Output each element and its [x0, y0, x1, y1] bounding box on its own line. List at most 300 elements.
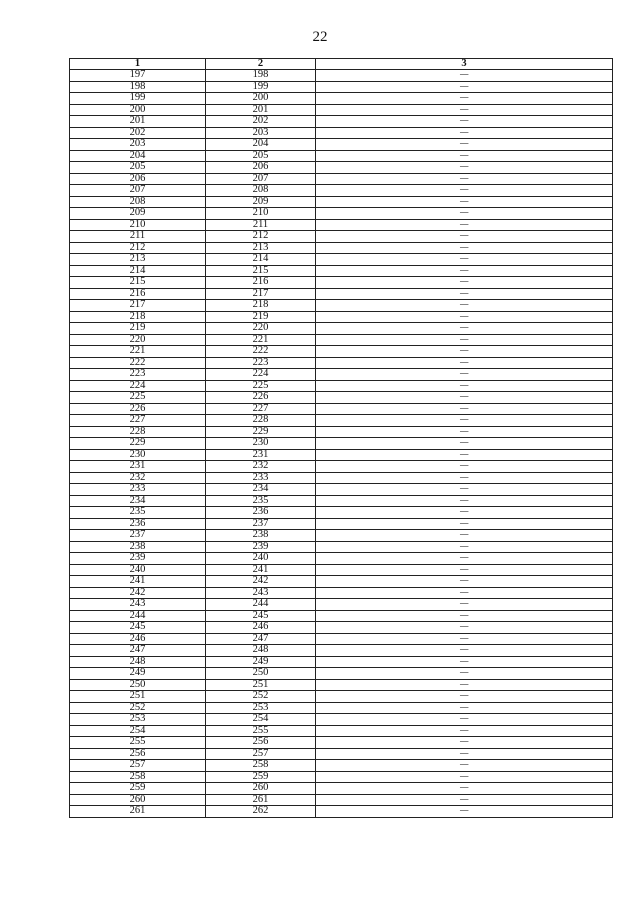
table-cell-col-1: 252: [70, 702, 206, 714]
table-cell-col-3: [316, 633, 613, 645]
table-cell-col-3: [316, 702, 613, 714]
table-cell-col-1: 222: [70, 357, 206, 369]
table-cell-col-1: 203: [70, 139, 206, 151]
table-cell-col-2: 235: [206, 495, 316, 507]
table-cell-col-1: 257: [70, 760, 206, 772]
table-row: [70, 162, 613, 174]
dash-mark: —: [459, 759, 469, 771]
table-cell-col-2: 201: [206, 104, 316, 116]
table-cell-col-3: [316, 127, 613, 139]
table-cell-col-2: 221: [206, 334, 316, 346]
page-number: 22: [312, 29, 328, 45]
dash-mark: —: [459, 426, 469, 437]
dash-mark: —: [459, 736, 469, 748]
table-cell-col-1: 197: [70, 70, 206, 82]
dash-mark: —: [459, 230, 469, 242]
dash-mark: —: [459, 207, 469, 219]
table-cell-col-3: [316, 334, 613, 346]
table-cell-col-1: 259: [70, 783, 206, 795]
column-header-1: 1: [70, 59, 206, 70]
table-cell-col-3: [316, 150, 613, 162]
table-cell-col-1: 256: [70, 748, 206, 760]
table-cell-col-2: 224: [206, 369, 316, 381]
column-header-2: 2: [206, 59, 316, 70]
table-cell-col-2: 204: [206, 139, 316, 151]
dash-mark: —: [459, 460, 469, 472]
dash-mark: —: [459, 667, 469, 679]
table-row: [70, 576, 613, 588]
table-cell-col-3: [316, 725, 613, 737]
table-row: [70, 415, 613, 427]
table-row: [70, 495, 613, 507]
dash-mark: —: [459, 598, 469, 610]
column-header-3: 3: [316, 59, 613, 70]
table-row: [70, 93, 613, 105]
table-cell-col-3: [316, 369, 613, 381]
dash-mark: —: [459, 805, 469, 817]
table-cell-col-2: 243: [206, 587, 316, 599]
dash-mark: —: [459, 92, 469, 104]
table-cell-col-3: [316, 760, 613, 772]
table-cell-col-2: 216: [206, 277, 316, 289]
table-row: [70, 104, 613, 116]
table-cell-col-3: [316, 162, 613, 174]
table-cell-col-1: 215: [70, 277, 206, 289]
table-cell-col-2: 232: [206, 461, 316, 473]
table-cell-col-2: 239: [206, 541, 316, 553]
table-cell-col-1: 226: [70, 403, 206, 415]
table-cell-col-3: [316, 403, 613, 415]
table-row: [70, 714, 613, 726]
table-cell-col-2: 211: [206, 219, 316, 231]
table-cell-col-3: [316, 449, 613, 461]
table-cell-col-3: [316, 679, 613, 691]
table-cell-col-2: 217: [206, 288, 316, 300]
table-cell-col-1: 260: [70, 794, 206, 806]
table-cell-col-2: 255: [206, 725, 316, 737]
table-cell-col-2: 227: [206, 403, 316, 415]
table-cell-col-3: [316, 495, 613, 507]
table-cell-col-1: 200: [70, 104, 206, 116]
dash-mark: —: [459, 437, 469, 449]
table-cell-col-2: 254: [206, 714, 316, 726]
dash-mark: —: [459, 288, 469, 299]
table-cell-col-2: 220: [206, 323, 316, 335]
table-cell-col-2: 229: [206, 426, 316, 438]
dash-mark: —: [459, 380, 469, 391]
table-row: [70, 242, 613, 254]
table-row: [70, 507, 613, 519]
table-row: [70, 668, 613, 680]
table-cell-col-2: 219: [206, 311, 316, 323]
dash-mark: —: [459, 253, 469, 265]
table-cell-col-3: [316, 461, 613, 473]
dash-mark: —: [459, 127, 469, 138]
table-cell-col-1: 216: [70, 288, 206, 300]
table-cell-col-1: 228: [70, 426, 206, 438]
table-cell-col-2: 218: [206, 300, 316, 312]
table-cell-col-3: [316, 622, 613, 634]
table-row: [70, 748, 613, 760]
table-cell-col-1: 213: [70, 254, 206, 266]
numbering-table: [69, 58, 613, 818]
dash-mark: —: [459, 633, 469, 644]
table-cell-col-2: 249: [206, 656, 316, 668]
dash-mark: —: [459, 679, 469, 690]
table-cell-col-3: [316, 518, 613, 530]
dash-mark: —: [459, 138, 469, 150]
dash-mark: —: [459, 345, 469, 357]
table-cell-col-3: [316, 300, 613, 312]
table-row: [70, 277, 613, 289]
table-cell-col-2: 250: [206, 668, 316, 680]
table-cell-col-2: 240: [206, 553, 316, 565]
table-row: [70, 70, 613, 82]
table-body: [70, 70, 613, 818]
table-cell-col-3: [316, 277, 613, 289]
table-cell-col-1: 230: [70, 449, 206, 461]
table-row: [70, 622, 613, 634]
table-cell-col-3: [316, 70, 613, 82]
table-cell-col-3: [316, 553, 613, 565]
table-cell-col-1: 245: [70, 622, 206, 634]
table-cell-col-2: 251: [206, 679, 316, 691]
dash-mark: —: [459, 161, 469, 173]
table-row: [70, 564, 613, 576]
table-row: [70, 323, 613, 335]
table-cell-col-3: [316, 357, 613, 369]
table-row: [70, 357, 613, 369]
table-cell-col-1: 250: [70, 679, 206, 691]
table-cell-col-3: [316, 265, 613, 277]
table-row: [70, 300, 613, 312]
table-row: [70, 403, 613, 415]
dash-mark: —: [459, 403, 469, 414]
table-cell-col-3: [316, 426, 613, 438]
table-row: [70, 461, 613, 473]
dash-mark: —: [459, 368, 469, 380]
table-row: [70, 426, 613, 438]
table-cell-col-3: [316, 81, 613, 93]
table-cell-col-3: [316, 737, 613, 749]
table-cell-col-2: 230: [206, 438, 316, 450]
table-row: [70, 139, 613, 151]
dash-mark: —: [459, 104, 469, 115]
table-row: [70, 346, 613, 358]
table-row: [70, 438, 613, 450]
table-cell-col-2: 222: [206, 346, 316, 358]
table-cell-col-3: [316, 668, 613, 680]
table-row: [70, 173, 613, 185]
table-cell-col-3: [316, 771, 613, 783]
table-cell-col-3: [316, 254, 613, 266]
table-cell-col-2: 208: [206, 185, 316, 197]
table-cell-col-3: [316, 242, 613, 254]
table-cell-col-2: 212: [206, 231, 316, 243]
dash-mark: —: [459, 173, 469, 184]
table-cell-col-3: [316, 173, 613, 185]
table-cell-col-1: 211: [70, 231, 206, 243]
table-row: [70, 725, 613, 737]
dash-mark: —: [459, 115, 469, 127]
table-cell-col-3: [316, 185, 613, 197]
dash-mark: —: [459, 357, 469, 368]
table-cell-col-1: 253: [70, 714, 206, 726]
table-cell-col-2: 226: [206, 392, 316, 404]
table-row: [70, 794, 613, 806]
table-cell-col-1: 246: [70, 633, 206, 645]
table-cell-col-3: [316, 104, 613, 116]
table-cell-col-3: [316, 599, 613, 611]
dash-mark: —: [459, 748, 469, 759]
table-cell-col-1: 210: [70, 219, 206, 231]
table-cell-col-1: 217: [70, 300, 206, 312]
table-cell-col-1: 223: [70, 369, 206, 381]
table-cell-col-1: 218: [70, 311, 206, 323]
table-row: [70, 127, 613, 139]
table-row: [70, 288, 613, 300]
table-cell-col-1: 199: [70, 93, 206, 105]
dash-mark: —: [459, 725, 469, 736]
table-cell-col-2: 205: [206, 150, 316, 162]
table-cell-col-1: 249: [70, 668, 206, 680]
table-row: [70, 610, 613, 622]
table-cell-col-1: 238: [70, 541, 206, 553]
dash-mark: —: [459, 771, 469, 782]
table-cell-col-1: 208: [70, 196, 206, 208]
table-row: [70, 150, 613, 162]
table-row: [70, 599, 613, 611]
table-cell-col-2: 202: [206, 116, 316, 128]
dash-mark: —: [459, 713, 469, 725]
dash-mark: —: [459, 541, 469, 552]
dash-mark: —: [459, 311, 469, 322]
table-row: [70, 196, 613, 208]
table-cell-col-2: 245: [206, 610, 316, 622]
table-cell-col-2: 252: [206, 691, 316, 703]
table-cell-col-1: 243: [70, 599, 206, 611]
table-cell-col-3: [316, 139, 613, 151]
table-cell-col-3: [316, 691, 613, 703]
table-cell-col-2: 206: [206, 162, 316, 174]
dash-mark: —: [459, 621, 469, 633]
table-cell-col-2: 214: [206, 254, 316, 266]
table-cell-col-3: [316, 380, 613, 392]
table-cell-col-2: 198: [206, 70, 316, 82]
table-cell-col-1: 229: [70, 438, 206, 450]
table-cell-col-3: [316, 438, 613, 450]
dash-mark: —: [459, 644, 469, 656]
table-cell-col-2: 237: [206, 518, 316, 530]
table-cell-col-2: 248: [206, 645, 316, 657]
table-cell-col-3: [316, 472, 613, 484]
table-cell-col-1: 201: [70, 116, 206, 128]
table-cell-col-1: 239: [70, 553, 206, 565]
table-row: [70, 806, 613, 818]
table-cell-col-2: 259: [206, 771, 316, 783]
dash-mark: —: [459, 495, 469, 506]
dash-mark: —: [459, 690, 469, 702]
table-cell-col-1: 247: [70, 645, 206, 657]
table-cell-col-3: [316, 219, 613, 231]
table-cell-col-3: [316, 196, 613, 208]
table-cell-col-1: 255: [70, 737, 206, 749]
dash-mark: —: [459, 81, 469, 92]
table-cell-col-1: 258: [70, 771, 206, 783]
dash-mark: —: [459, 150, 469, 161]
table-cell-col-1: 254: [70, 725, 206, 737]
table-cell-col-3: [316, 507, 613, 519]
table-row: [70, 484, 613, 496]
dash-mark: —: [459, 391, 469, 403]
table-cell-col-1: 212: [70, 242, 206, 254]
table-row: [70, 392, 613, 404]
table-cell-col-2: 200: [206, 93, 316, 105]
table-cell-col-1: 221: [70, 346, 206, 358]
table-cell-col-2: 241: [206, 564, 316, 576]
dash-mark: —: [459, 322, 469, 334]
dash-mark: —: [459, 575, 469, 587]
table-cell-col-1: 236: [70, 518, 206, 530]
table-cell-col-2: 207: [206, 173, 316, 185]
table-cell-col-2: 256: [206, 737, 316, 749]
table-cell-col-3: [316, 323, 613, 335]
table-row: [70, 633, 613, 645]
table-cell-col-3: [316, 587, 613, 599]
table-cell-col-3: [316, 610, 613, 622]
table-cell-col-3: [316, 530, 613, 542]
table-row: [70, 530, 613, 542]
table-cell-col-1: 224: [70, 380, 206, 392]
dash-mark: —: [459, 265, 469, 276]
table-row: [70, 185, 613, 197]
table-cell-col-2: 228: [206, 415, 316, 427]
table-row: [70, 645, 613, 657]
dash-mark: —: [459, 529, 469, 541]
table-cell-col-3: [316, 208, 613, 220]
table-cell-col-3: [316, 748, 613, 760]
table-cell-col-3: [316, 645, 613, 657]
table-cell-col-1: 234: [70, 495, 206, 507]
dash-mark: —: [459, 518, 469, 529]
table-row: [70, 702, 613, 714]
table-row: [70, 679, 613, 691]
table-row: [70, 737, 613, 749]
table-row: [70, 208, 613, 220]
dash-mark: —: [459, 656, 469, 667]
table-cell-col-3: [316, 288, 613, 300]
table-row: [70, 254, 613, 266]
table-cell-col-2: 261: [206, 794, 316, 806]
table-header-row: [70, 59, 613, 70]
table-cell-col-1: 233: [70, 484, 206, 496]
table-cell-col-2: 225: [206, 380, 316, 392]
table-row: [70, 691, 613, 703]
table-cell-col-2: 223: [206, 357, 316, 369]
table-cell-col-2: 260: [206, 783, 316, 795]
dash-mark: —: [459, 794, 469, 805]
table-cell-col-3: [316, 564, 613, 576]
table-cell-col-1: 237: [70, 530, 206, 542]
dash-mark: —: [459, 506, 469, 518]
numbering-table-container: [69, 58, 612, 818]
table-row: [70, 783, 613, 795]
table-cell-col-2: 247: [206, 633, 316, 645]
dash-mark: —: [459, 69, 469, 81]
table-cell-col-3: [316, 794, 613, 806]
table-row: [70, 265, 613, 277]
table-cell-col-3: [316, 116, 613, 128]
table-cell-col-2: 246: [206, 622, 316, 634]
dash-mark: —: [459, 564, 469, 575]
table-cell-col-1: 204: [70, 150, 206, 162]
table-cell-col-1: 206: [70, 173, 206, 185]
table-cell-col-3: [316, 783, 613, 795]
table-cell-col-2: 213: [206, 242, 316, 254]
table-row: [70, 380, 613, 392]
table-cell-col-1: 261: [70, 806, 206, 818]
table-row: [70, 760, 613, 772]
table-cell-col-1: 202: [70, 127, 206, 139]
table-cell-col-1: 205: [70, 162, 206, 174]
table-cell-col-2: 244: [206, 599, 316, 611]
table-cell-col-1: 219: [70, 323, 206, 335]
table-cell-col-1: 232: [70, 472, 206, 484]
table-cell-col-2: 238: [206, 530, 316, 542]
table-cell-col-3: [316, 714, 613, 726]
table-cell-col-3: [316, 484, 613, 496]
table-row: [70, 116, 613, 128]
table-row: [70, 518, 613, 530]
table-row: [70, 656, 613, 668]
table-cell-col-3: [316, 415, 613, 427]
table-cell-col-3: [316, 392, 613, 404]
dash-mark: —: [459, 299, 469, 311]
table-cell-col-2: 253: [206, 702, 316, 714]
table-cell-col-1: 242: [70, 587, 206, 599]
table-cell-col-1: 244: [70, 610, 206, 622]
table-cell-col-2: 215: [206, 265, 316, 277]
table-row: [70, 449, 613, 461]
table-cell-col-3: [316, 93, 613, 105]
dash-mark: —: [459, 483, 469, 495]
table-row: [70, 219, 613, 231]
table-cell-col-2: 203: [206, 127, 316, 139]
table-cell-col-1: 231: [70, 461, 206, 473]
table-cell-col-1: 235: [70, 507, 206, 519]
dash-mark: —: [459, 472, 469, 483]
table-cell-col-2: 233: [206, 472, 316, 484]
dash-mark: —: [459, 334, 469, 345]
table-cell-col-1: 198: [70, 81, 206, 93]
table-cell-col-3: [316, 311, 613, 323]
dash-mark: —: [459, 587, 469, 598]
table-cell-col-1: 241: [70, 576, 206, 588]
table-row: [70, 334, 613, 346]
table-cell-col-3: [316, 656, 613, 668]
table-cell-col-3: [316, 806, 613, 818]
table-cell-col-1: 220: [70, 334, 206, 346]
table-cell-col-3: [316, 346, 613, 358]
table-row: [70, 541, 613, 553]
table-row: [70, 472, 613, 484]
table-row: [70, 231, 613, 243]
table-cell-col-2: 209: [206, 196, 316, 208]
dash-mark: —: [459, 552, 469, 564]
table-row: [70, 369, 613, 381]
table-cell-col-2: 242: [206, 576, 316, 588]
dash-mark: —: [459, 219, 469, 230]
